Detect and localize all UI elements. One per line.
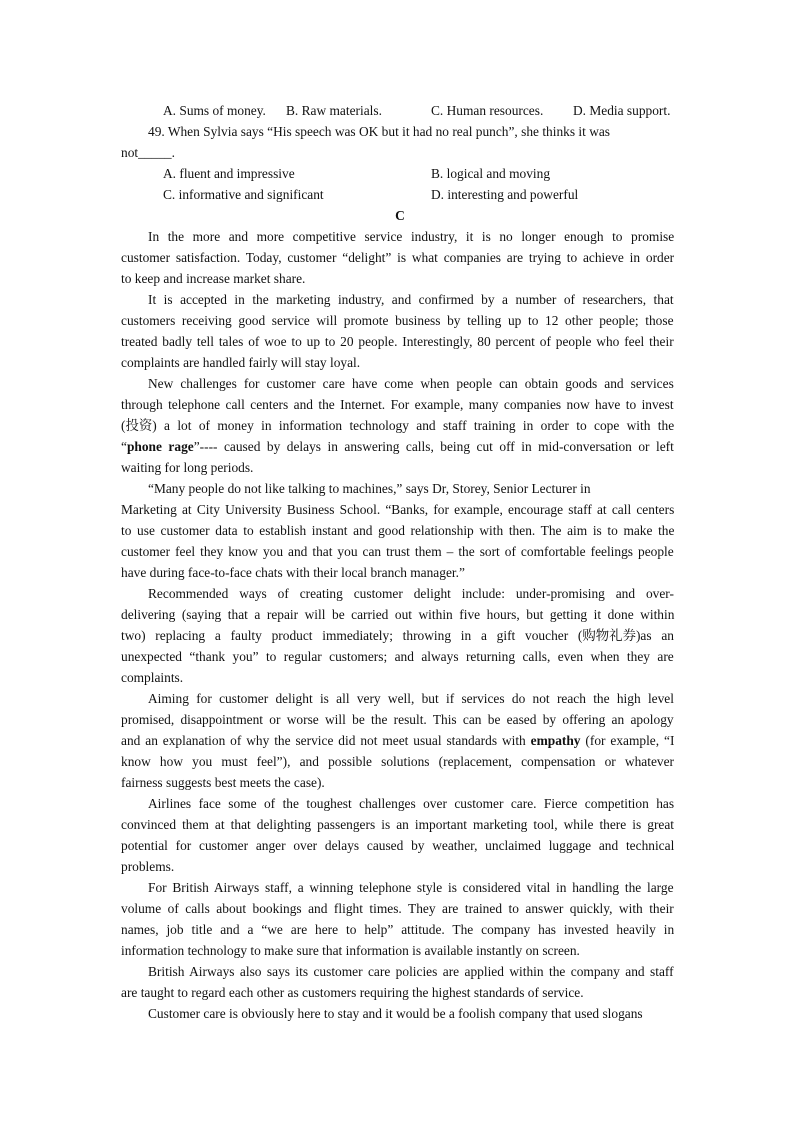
passage-line: potential for customer anger over delays caused by weather, unclaimed luggage and technical (121, 838, 675, 853)
passage-line: customer feel they know you and that you can trust them – the sort of comfortable feelings people (121, 544, 674, 559)
passage-line: Marketing at City University Business School. “Banks, for example, encourage staff at call centers (121, 502, 675, 517)
passage-line: customers receiving good service will promote business by telling up to 12 other people; those (121, 313, 674, 328)
passage-line: to use customer data to establish instant and good relationship with then. The aim is to make the (121, 523, 675, 538)
q48-option-b: B. Raw materials. (286, 103, 382, 118)
passage-line: convinced them at that delighting passengers is an important marketing tool, while there is great (121, 817, 675, 832)
passage-line: information technology to make sure that information is available instantly on screen. (121, 943, 580, 958)
passage-line: unexpected “thank you” to regular customers; and always returning calls, even when they are (121, 649, 674, 664)
bold-term: empathy (530, 733, 581, 748)
passage-line: problems. (121, 859, 175, 874)
passage-line: delivering (saying that a repair will be carried out within five hours, but getting it done within (121, 607, 675, 622)
passage-line-phone-rage: “phone rage”---- caused by delays in answering calls, being cut off in mid-conversation or left (121, 439, 674, 454)
passage-line: names, job title and a “we are here to help” attitude. The company has invested heavily in (121, 922, 675, 937)
passage-line: For British Airways staff, a winning telephone style is considered vital in handling the large (148, 880, 674, 895)
passage-line: have during face-to-face chats with their local branch manager.” (121, 565, 465, 580)
passage-line: are taught to regard each other as customers requiring the highest standards of service. (121, 985, 584, 1000)
section-heading: C (395, 208, 405, 223)
passage-line: In the more and more competitive service industry, it is no longer enough to promise (148, 229, 675, 244)
passage-line-empathy: and an explanation of why the service did not meet usual standards with empathy (for example, “I (121, 733, 675, 748)
q48-option-d: D. Media support. (573, 103, 671, 118)
passage-line: Recommended ways of creating customer delight include: under-promising and over- (148, 586, 674, 601)
passage-line: volume of calls about bookings and flight times. They are trained to answer quickly, with their (121, 901, 674, 916)
passage-line: promised, disappointment or worse will be the result. This can be eased by offering an apology (121, 712, 674, 727)
q49-stem-line2: not_____. (121, 145, 175, 160)
q49-option-b: B. logical and moving (431, 166, 551, 181)
passage-line: complaints. (121, 670, 184, 685)
passage-line: (投资) a lot of money in information technology and staff training in order to cope with the (121, 418, 675, 433)
q48-option-a: A. Sums of money. (163, 103, 266, 118)
q49-option-c: C. informative and significant (163, 187, 324, 202)
q49-stem-line1: 49. When Sylvia says “His speech was OK but it had no real punch”, she thinks it was (148, 124, 611, 139)
passage-line: treated badly tell tales of woe to up to 20 people. Interestingly, 80 percent of people who feel their (121, 334, 674, 349)
q49-option-d: D. interesting and powerful (431, 187, 579, 202)
passage-line: customer satisfaction. Today, customer “delight” is what companies are trying to achieve in order (121, 250, 675, 265)
passage-line: It is accepted in the marketing industry, and confirmed by a number of researchers, that (148, 292, 674, 307)
passage-line: two) replacing a faulty product immediately; throwing in a gift voucher (购物礼券)as an (121, 628, 674, 643)
q48-option-c: C. Human resources. (431, 103, 544, 118)
passage-line: through telephone call centers and the Internet. For example, many companies now have to invest (121, 397, 674, 412)
passage-line: fairness suggests best meets the case). (121, 775, 325, 790)
passage-line: waiting for long periods. (121, 460, 254, 475)
q49-option-a: A. fluent and impressive (163, 166, 295, 181)
bold-term: phone rage (126, 439, 194, 454)
passage-line: complaints are handled fairly will stay loyal. (121, 355, 361, 370)
passage-line: “Many people do not like talking to machines,” says Dr, Storey, Senior Lecturer in (148, 481, 591, 496)
passage-line: to keep and increase market share. (121, 271, 306, 286)
passage-line: know how you must feel”), and possible solutions (replacement, compensation or whatever (121, 754, 675, 769)
passage-line: New challenges for customer care have come when people can obtain goods and services (148, 376, 674, 391)
passage-line: Aiming for customer delight is all very well, but if services do not reach the high level (148, 691, 674, 706)
passage-line: Airlines face some of the toughest challenges over customer care. Fierce competition has (148, 796, 675, 811)
passage-line: Customer care is obviously here to stay and it would be a foolish company that used slogans (148, 1006, 643, 1021)
passage-line: British Airways also says its customer care policies are applied within the company and staff (148, 964, 674, 979)
